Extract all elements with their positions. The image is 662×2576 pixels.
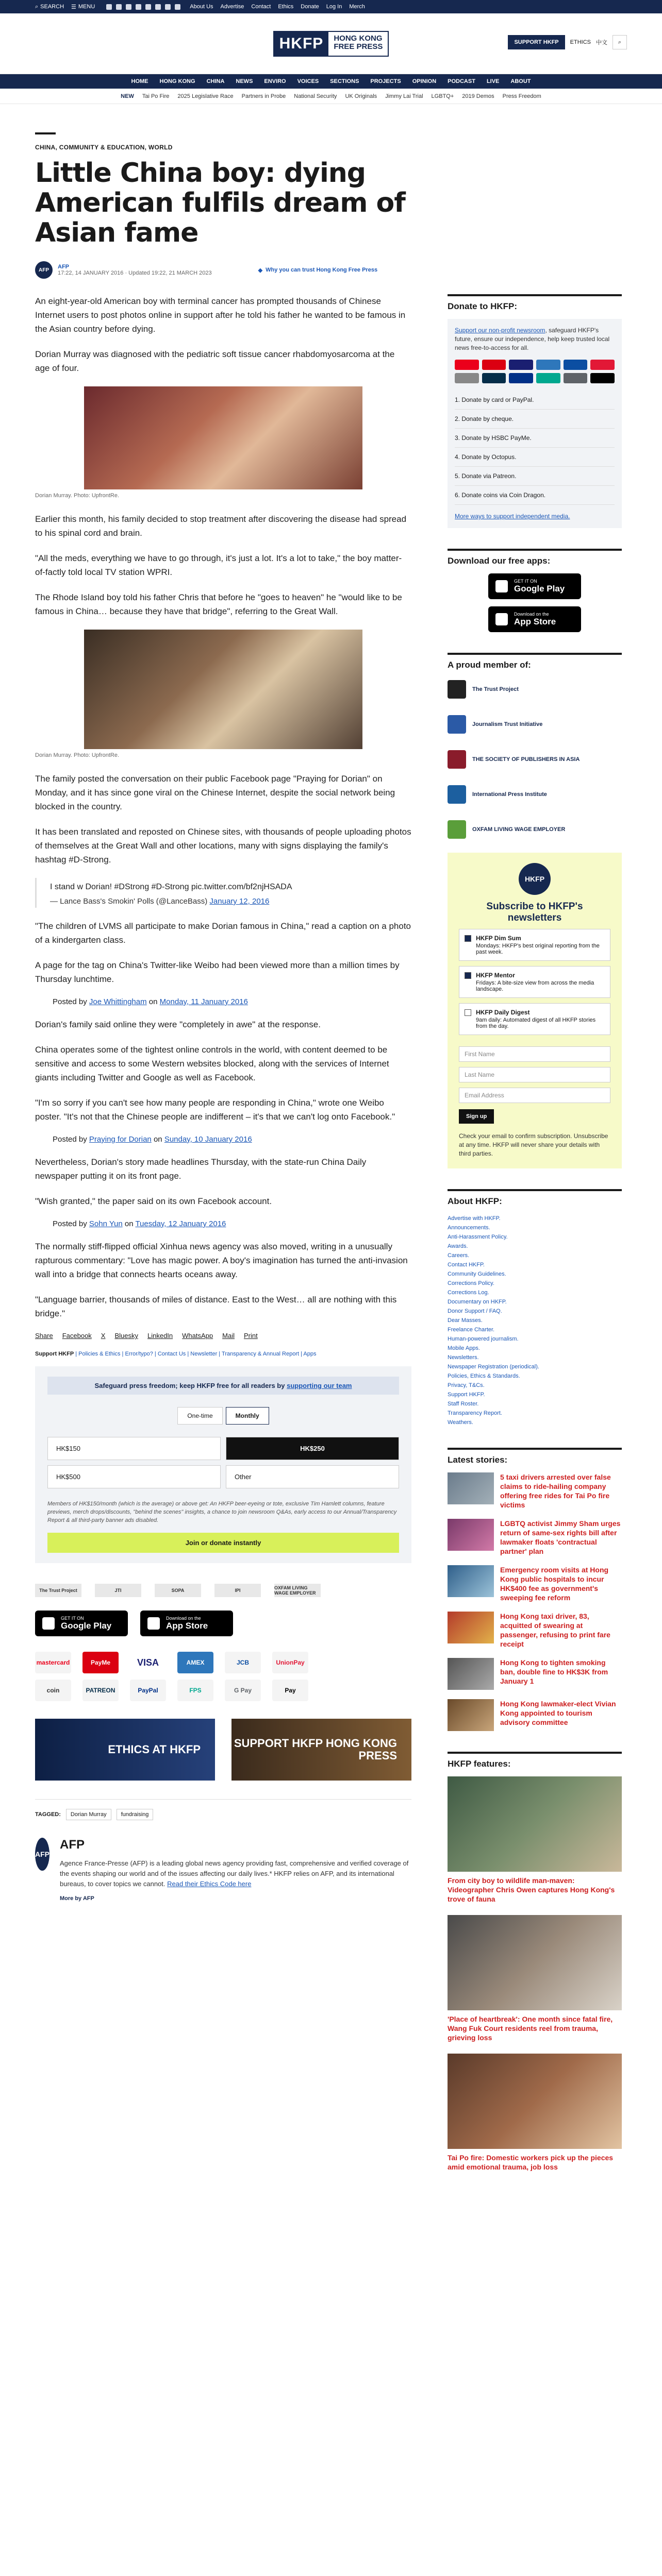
about-link[interactable]: Staff Roster. [448,1401,479,1407]
coin-icon [455,373,479,383]
donate-option[interactable]: 1. Donate by card or PayPal. [455,391,615,410]
nav-opinion[interactable]: OPINION [412,78,437,84]
photo-caption: Dorian Murray. Photo: UpfrontRe. [35,752,120,758]
feature-image [448,1776,622,1872]
apple-pay-icon [590,373,615,383]
language-link[interactable]: 中文 [596,40,607,46]
frequency-one-time[interactable]: One-time [177,1407,222,1425]
feature-title: From city boy to wildlife man-maven: Videographer Chris Owen captures Hong Kong's trove of fauna [448,1876,615,1903]
email-field[interactable]: Email Address [459,1088,610,1103]
article-title: Little China boy: dying American fulfils dream of Asian fame [35,158,405,248]
trending-link[interactable]: UK Originals [345,93,377,99]
author-box [35,1838,411,1902]
author-box-name[interactable]: AFP [60,1838,85,1852]
nav-about[interactable]: ABOUT [510,78,531,84]
facebook-embed: Posted by Sohn Yun on Tuesday, 12 January 2016 [53,1219,226,1228]
google-play-icon [42,1617,55,1630]
byline-text [58,264,212,276]
paragraph: "I'm so sorry if you can't see how many people are responding in China," wrote one Weibo poster. "It's not that the Chinese people are indifferent – it's that we can't log onto Facebook." [35,1098,395,1122]
paragraph: Dorian Murray was diagnosed with the pediatric soft tissue cancer rhabdomyosarcoma at the age of four. [35,349,395,373]
ethics-link[interactable]: ETHICS [570,39,591,45]
story-item[interactable] [448,1699,622,1731]
contact-link[interactable]: Contact Us [157,1351,186,1357]
visa-icon [509,360,533,370]
apple-icon [147,1617,160,1630]
about-link[interactable]: Awards. [448,1243,468,1249]
coin-logo: coin [35,1680,71,1701]
trust-link[interactable]: ◆ Why you can trust Hong Kong Free Press [258,267,378,274]
top-link-advertise[interactable]: Advertise [220,4,244,10]
article-dates: 17:22, 14 JANUARY 2016 · Updated 19:22, 21 MARCH 2023 [58,270,212,276]
nav-home[interactable]: HOME [131,78,148,84]
facebook-icon[interactable] [116,4,122,10]
amount-option[interactable]: HK$500 [47,1465,221,1488]
sidebar-member-heading: A proud member of: [448,653,622,670]
jti-icon [448,715,466,734]
about-link[interactable]: Corrections Policy. [448,1280,494,1286]
story-title: Hong Kong to tighten smoking ban, double fine to HK$3K from January 1 [500,1658,608,1685]
byline [35,261,627,279]
search-icon: ⌕ [35,3,39,10]
about-link[interactable]: Contact HKFP. [448,1262,485,1268]
paragraph: "Wish granted," the paper said on its own Facebook account. [35,1196,272,1206]
about-links [448,1214,622,1427]
top-link-donate[interactable]: Donate [301,4,319,10]
search-link[interactable]: ⌕ SEARCH [35,3,64,10]
story-item[interactable] [448,1472,622,1510]
about-link[interactable]: Donor Support / FAQ. [448,1308,502,1314]
checkbox-checked[interactable] [465,935,471,942]
app-store-button[interactable]: Download on the App Store [488,606,581,632]
paragraph: The normally stiff-flipped official Xinhua news agency was also moved, writing in a unusually rapturous commentary: "Love has magic power. A boy's imagination has turned the anti-invasion wall into a bridge that connects hearts oceans away. [35,1242,408,1279]
newsletter-signup [448,853,622,1168]
payment-logos [35,1652,411,1701]
paragraph: "All the meds, everything we have to go through, it's just a lot. It's a lot to take," the boy matter-of-factly told local TV station WPRI. [35,553,402,577]
frequency-monthly[interactable]: Monthly [226,1407,269,1425]
post-author-link[interactable]: Sohn Yun [89,1219,123,1228]
share-bar [35,1332,411,1340]
member-logo[interactable]: THE SOCIETY OF PUBLISHERS IN ASIA [448,748,622,771]
sidebar-donate-box [448,319,622,528]
checkbox[interactable] [465,1009,471,1016]
sidebar-about-heading: About HKFP: [448,1189,622,1207]
top-link-login[interactable]: Log In [326,4,342,10]
about-link[interactable]: Policies, Ethics & Standards. [448,1373,520,1379]
tweet-date-link[interactable]: January 12, 2016 [209,897,270,906]
about-link[interactable]: Transparency Report. [448,1410,502,1416]
about-link[interactable]: Freelance Charter. [448,1327,495,1333]
donate-option[interactable]: 6. Donate coins via Coin Dragon. [455,486,615,505]
trending-link[interactable]: LGBTQ+ [431,93,454,99]
main-nav [0,74,662,89]
last-name-field[interactable]: Last Name [459,1067,610,1082]
google-play-button[interactable]: GET IT ON Google Play [35,1611,128,1636]
trending-link[interactable]: Partners in Probe [241,93,286,99]
about-link[interactable]: Announcements. [448,1225,490,1231]
feature-title: 'Place of heartbreak': One month since fatal fire, Wang Fuk Court residents reel from trauma, grieving loss [448,2015,613,2042]
member-logo[interactable]: International Press Institute [448,783,622,806]
nav-live[interactable]: LIVE [486,78,500,84]
content-columns [35,294,627,2183]
youtube-icon[interactable] [155,4,161,10]
ipi-icon [448,785,466,804]
frequency-toggle [47,1407,399,1425]
newsletter-option[interactable]: HKFP Daily Digest 9am daily: Automated digest of all HKFP stories from the day. [459,1003,610,1035]
nav-china[interactable]: CHINA [206,78,225,84]
paragraph: It has been translated and reposted on Chinese sites, with thousands of people uploading photos of themselves at the Great Wall and other locations, many with signs displaying the family's hashtag #D-Strong. [35,827,411,865]
tagged-label: TAGGED: [35,1811,61,1818]
sopa-icon [448,750,466,769]
fps-icon [536,373,560,383]
transparency-link[interactable]: Transparency & Annual Report [222,1351,300,1357]
story-thumbnail [448,1565,494,1597]
amount-option[interactable]: HK$150 [47,1437,221,1460]
sidebar-donate-heading: Donate to HKFP: [448,294,622,312]
trust-project-icon [448,680,466,699]
story-thumbnail [448,1699,494,1731]
fps-logo: FPS [177,1680,213,1701]
checkbox-checked[interactable] [465,972,471,979]
google-play-button[interactable]: GET IT ON Google Play [488,573,581,599]
mastercard-logo: mastercard [35,1652,71,1673]
donation-title: Safeguard press freedom; keep HKFP free for all readers by supporting our team [47,1377,399,1395]
more-by-author-link[interactable]: More by AFP [60,1895,94,1902]
member-benefits-note: Members of HK$150/month (which is the average) or above get: An HKFP beer-eyeing or tote, exclusive Tim Hamlett columns, feature previews, merch drops/discounts, "behind the scenes" insights, a chance to join newsroom Q&As, early access to our Annual/Transparency Report & all third-party banner ads disabled. [47,1501,397,1523]
about-link[interactable]: Advertise with HKFP. [448,1215,501,1222]
about-link[interactable]: Human-powered journalism. [448,1336,519,1342]
about-link[interactable]: Documentary on HKFP. [448,1299,507,1305]
facebook-embed: Posted by Joe Whittingham on Monday, 11 January 2016 [53,997,248,1006]
nav-enviro[interactable]: ENVIRO [264,78,286,84]
about-link[interactable]: Privacy, T&Cs. [448,1382,485,1388]
feature-item[interactable] [448,2054,622,2172]
linkedin-icon[interactable] [165,4,171,10]
apple-icon [495,613,508,625]
menu-link[interactable]: ☰ MENU [71,4,95,10]
top-link-contact[interactable]: Contact [251,4,271,10]
trending-link[interactable]: Press Freedom [502,93,541,99]
newsletter-option[interactable]: HKFP Mentor Fridays: A bite-size view from across the media landscape. [459,966,610,998]
story-title: Emergency room visits at Hong Kong public hospitals to incur HK$400 fee as government's sweeping fee reform [500,1566,609,1602]
amount-option-selected[interactable]: HK$250 [226,1437,399,1460]
article-category[interactable]: CHINA, COMMUNITY & EDUCATION, WORLD [35,144,173,151]
amex-logo: AMEX [177,1652,213,1673]
x-icon[interactable] [106,4,112,10]
donate-intro: Support our non-profit newsroom, safeguard HKFP's future, ensure our independence, help keep trusted local news free-to-access for all. [455,327,610,351]
trending-link[interactable]: Tai Po Fire [142,93,170,99]
story-item[interactable] [448,1565,622,1602]
nav-podcast[interactable]: PODCAST [448,78,475,84]
paragraph: The family posted the conversation on their public Facebook page "Praying for Dorian" on Monday, and it has since gone viral on the Chinese Internet, despite the social network being blocked in the country. [35,774,395,811]
donation-widget [35,1366,411,1563]
nav-news[interactable]: NEWS [236,78,253,84]
logo-wordmark: HONG KONG FREE PRESS [334,33,383,51]
paragraph: "The children of LVMS all participate to make Dorian famous in China," read a caption on a photo of a kindergarten class. [35,921,411,945]
top-link-about[interactable]: About Us [190,4,213,10]
author-avatar[interactable]: AFP [35,261,53,279]
support-banner[interactable]: SUPPORT HKFP HONG KONG PRESS [231,1719,411,1781]
top-link-merch[interactable]: Merch [349,4,365,10]
trending-nav [0,89,662,104]
article-body [35,294,411,2183]
patreon-icon [482,373,506,383]
top-link-ethics[interactable]: Ethics [278,4,294,10]
search-icon: ⌕ [618,39,622,45]
ipi-logo[interactable]: IPI [214,1584,261,1597]
member-logo[interactable]: The Trust Project [448,677,622,701]
jti-logo[interactable]: JTI [95,1584,141,1597]
feature-title: Tai Po fire: Domestic workers pick up the pieces amid emotional trauma, job loss [448,2154,614,2171]
nav-hong-kong[interactable]: HONG KONG [159,78,195,84]
trending-link[interactable]: 2025 Legislative Race [177,93,234,99]
paragraph: A page for the tag on China's Twitter-like Weibo had been viewed more than a million times by Thursday lunchtime. [35,960,400,984]
about-link[interactable]: Mobile Apps. [448,1345,480,1351]
share-bluesky[interactable]: Bluesky [114,1332,138,1340]
about-link[interactable]: Dear Masses. [448,1317,483,1324]
tag-list [35,1799,411,1820]
header-search-button[interactable] [613,35,627,49]
about-link[interactable]: Newspaper Registration (periodical). [448,1364,539,1370]
about-link[interactable]: Weathers. [448,1419,473,1426]
newsletter-option[interactable]: HKFP Dim Sum Mondays: HKFP's best original reporting from the past week. [459,929,610,961]
unionpay-logo: UnionPay [272,1652,308,1673]
sidebar-app-buttons [448,573,622,632]
page-wrap [35,132,627,2183]
top-links [190,4,365,10]
policies-link[interactable]: Policies & Ethics [78,1351,121,1357]
nav-sections[interactable]: SECTIONS [330,78,359,84]
logo-mark: HKFP [274,32,329,56]
feature-item[interactable] [448,1776,622,1904]
share-button[interactable]: Share [35,1332,53,1340]
sidebar [448,294,622,2183]
patreon-logo: PATREON [82,1680,119,1701]
new-badge: NEW [121,93,134,99]
tweet-text: I stand w Dorian! #DStrong #D-Strong pic.twitter.com/bf2njHSADA [50,883,292,891]
instagram-icon[interactable] [126,4,131,10]
whatsapp-icon[interactable] [175,4,180,10]
story-thumbnail [448,1612,494,1643]
story-thumbnail [448,1472,494,1504]
trust-project-logo[interactable]: The Trust Project [35,1584,81,1597]
amex-icon [536,360,560,370]
member-logo[interactable]: Journalism Trust Initiative [448,713,622,736]
post-author-link[interactable]: Praying for Dorian [89,1135,152,1144]
donate-option[interactable]: 2. Donate by cheque. [455,410,615,429]
share-mail[interactable]: Mail [222,1332,235,1340]
app-store-buttons [35,1611,411,1636]
story-title: LGBTQ activist Jimmy Sham urges return of same-sex rights bill after lawmaker floats 'contractual partner' plan [500,1519,621,1555]
donate-option[interactable]: 5. Donate via Patreon. [455,467,615,486]
trending-link[interactable]: 2019 Demos [462,93,494,99]
amount-options [47,1437,399,1488]
signup-button[interactable]: Sign up [459,1109,494,1124]
about-link[interactable]: Community Guidelines. [448,1271,506,1277]
hamburger-icon: ☰ [71,4,76,10]
share-whatsapp[interactable]: WhatsApp [182,1332,213,1340]
paragraph: The Rhode Island boy told his father Chris that before he "goes to heaven" he "would like to be famous in China… because they have that bridge", referring to the Great Wall. [35,592,402,616]
newsletter-link[interactable]: Newsletter [190,1351,218,1357]
share-linkedin[interactable]: LinkedIn [147,1332,173,1340]
ethics-banner[interactable]: ETHICS AT HKFP [35,1719,215,1781]
newsletter-badge-row [459,863,610,895]
donate-options-list [455,391,615,505]
newsletter-title: Subscribe to HKFP's newsletters [486,901,583,923]
social-icons [106,4,180,10]
trending-link[interactable]: Jimmy Lai Trial [385,93,423,99]
story-item[interactable] [448,1658,622,1690]
story-title: Hong Kong lawmaker-elect Vivian Kong appointed to tourism advisory committee [500,1700,616,1726]
apps-link[interactable]: Apps [303,1351,317,1357]
visa-logo: VISA [130,1652,166,1673]
trending-link[interactable]: National Security [294,93,337,99]
latest-stories [448,1472,622,1731]
nav-voices[interactable]: VOICES [297,78,319,84]
member-logos [448,677,622,841]
paragraph: Earlier this month, his family decided to stop treatment after discovering the disease had spread to his spinal cord and brain. [35,514,407,538]
article-photo [84,386,362,489]
apple-pay-logo: Pay [272,1680,308,1701]
more-ways-row [455,512,615,521]
jcb-logo: JCB [225,1652,261,1673]
first-name-field[interactable]: First Name [459,1046,610,1062]
header-actions [508,35,627,49]
nav-projects[interactable]: PROJECTS [370,78,401,84]
share-print[interactable]: Print [243,1332,258,1340]
author-link[interactable]: AFP [58,264,69,270]
shield-icon: ◆ [258,267,263,274]
error-link[interactable]: Error/typo? [125,1351,153,1357]
story-thumbnail [448,1658,494,1690]
paypal-logo: PayPal [130,1680,166,1701]
join-donate-button[interactable]: Join or donate instantly [47,1533,399,1553]
about-link[interactable]: Anti-Harassment Policy. [448,1234,508,1240]
tag-chip[interactable]: Dorian Murray [66,1809,111,1820]
support-team-link[interactable]: supporting our team [287,1382,352,1389]
author-box-bio: Agence France-Presse (AFP) is a leading global news agency providing fast, comprehensive and verified coverage of the events shaping our world and of the issues affecting our daily lives.* HKFP relies on AFP, and its international bureaus, to cover topics we cannot. Read their Ethics Code here [60,1859,409,1888]
google-play-icon [495,580,508,592]
paragraph: An eight-year-old American boy with terminal cancer has prompted thousands of Chinese Internet users to post photos online in support after he told his father he wanted to be famous in the Asian country before dying. [35,296,406,334]
post-date-link[interactable]: Tuesday, 12 January 2016 [135,1219,226,1228]
facebook-embed: Posted by Praying for Dorian on Sunday, 10 January 2016 [53,1135,252,1144]
partner-logos [35,1584,411,1597]
about-link[interactable]: Newsletters. [448,1354,479,1361]
embedded-tweet [35,878,411,908]
app-store-button[interactable]: Download on the App Store [140,1611,233,1636]
article-footer-links: Support HKFP | Policies & Ethics | Error/typo? | Contact Us | Newsletter | Transparency & Annual Report | Apps [35,1351,317,1357]
support-link[interactable]: Support HKFP [35,1351,74,1357]
nonprofit-link[interactable]: Support our non-profit newsroom [455,327,545,334]
newsletter-badge: HKFP [519,863,551,895]
oxfam-logo[interactable]: OXFAM LIVING WAGE EMPLOYER [274,1584,321,1597]
google-pay-logo: G Pay [225,1680,261,1701]
sopa-logo[interactable]: SOPA [155,1584,201,1597]
post-author-link[interactable]: Joe Whittingham [89,997,147,1006]
ethics-code-link[interactable]: Read their Ethics Code here [167,1880,252,1888]
about-link[interactable]: Corrections Log. [448,1290,489,1296]
feature-item[interactable] [448,1915,622,2042]
share-facebook[interactable]: Facebook [62,1332,92,1340]
feature-image [448,2054,622,2149]
unionpay-icon [590,360,615,370]
story-item[interactable] [448,1612,622,1649]
telegram-icon[interactable] [145,4,151,10]
post-date-link[interactable]: Monday, 11 January 2016 [159,997,248,1006]
donate-option[interactable]: 3. Donate by HSBC PayMe. [455,429,615,448]
story-title: Hong Kong taxi driver, 83, acquitted of swearing at passenger, refusing to print fare receipt [500,1612,610,1648]
title-rule [35,132,56,134]
google-pay-icon [564,373,588,383]
paragraph: "Language barrier, thousands of miles of distance. East to the West… all are nothing with this bridge." [35,1295,397,1318]
photo-caption: Dorian Murray. Photo: UpfrontRe. [35,493,120,499]
threads-icon[interactable] [136,4,141,10]
jcb-icon [564,360,588,370]
paypal-icon [509,373,533,383]
share-x[interactable]: X [101,1332,106,1340]
payme-icon [482,360,506,370]
about-link[interactable]: Support HKFP. [448,1392,485,1398]
story-thumbnail [448,1519,494,1551]
sidebar-features-heading: HKFP features: [448,1752,622,1769]
amount-other-input[interactable]: Other [226,1465,399,1488]
site-logo[interactable] [273,31,389,57]
support-hkfp-button[interactable]: SUPPORT HKFP [508,35,565,49]
feature-image [448,1915,622,2010]
newsletter-note: Check your email to confirm subscription. Unsubscribe at any time. HKFP will never share your details with third parties. [459,1132,608,1157]
site-header [0,13,662,74]
tag-chip[interactable]: fundraising [117,1809,154,1820]
post-date-link[interactable]: Sunday, 10 January 2016 [164,1135,252,1144]
top-bar [0,0,662,13]
sidebar-latest-heading: Latest stories: [448,1448,622,1465]
article-photo [84,630,362,749]
about-link[interactable]: Careers. [448,1252,470,1259]
story-item[interactable] [448,1519,622,1556]
paragraph: Dorian's family said online they were "completely in awe" at the response. [35,1020,321,1029]
more-ways-link[interactable]: More ways to support independent media. [455,513,570,520]
paragraph: China operates some of the tightest online controls in the world, with content deemed to be sensitive and access to some Western websites blocked, along with the services of Internet giants including Twitter and Google as well as Facebook. [35,1045,389,1082]
sidebar-payment-logos [455,360,615,383]
member-logo[interactable]: OXFAM LIVING WAGE EMPLOYER [448,818,622,841]
paragraph: Nevertheless, Dorian's story made headlines Thursday, with the state-run China Daily newspaper putting it on its front page. [35,1157,367,1181]
author-box-avatar[interactable]: AFP [35,1838,49,1871]
sidebar-apps-heading: Download our free apps: [448,549,622,566]
author-box-text [60,1838,411,1902]
oxfam-icon [448,820,466,839]
payme-logo: PayMe [82,1652,119,1673]
story-title: 5 taxi drivers arrested over false claims to ride-hailing company offering free rides for Tai Po fire victims [500,1473,611,1509]
donate-option[interactable]: 4. Donate by Octopus. [455,448,615,467]
mastercard-icon [455,360,479,370]
promo-banners [35,1719,411,1781]
tweet-meta: — Lance Bass's Smokin' Polls (@LanceBass) January 12, 2016 [50,897,270,906]
